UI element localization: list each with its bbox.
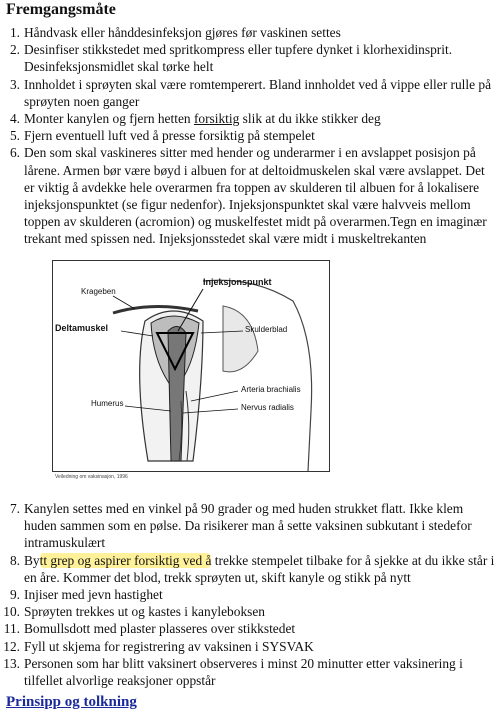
item-text: Fjern eventuell luft ved å presse forsiktig på stempelet — [24, 128, 315, 144]
item-number: 2. — [9, 42, 20, 58]
item-text: Innholdet i sprøyten skal være romtemperert. Bland innholdet ved å vippe eller rulle på sprøyten noen ganger — [24, 76, 492, 109]
item-text: Desinfiser stikkstedet med spritkompress eller tupfere dynket i klorhexidinsprit. Desinfeksjonsmidlet skal tørke helt — [24, 42, 453, 75]
item-number: 4. — [9, 111, 20, 127]
list-item — [0, 552, 497, 586]
highlighted-text: tt grep og aspirer forsiktig ved å — [39, 552, 212, 568]
list-item — [0, 41, 497, 75]
list-item — [0, 586, 497, 603]
item-text-post: trekke stempelet tilbake for å sjekke at du ikke står i en åre. Kommer det blod, trekk sprøyten ut, skift kanyle og stikk på nytt — [24, 552, 495, 585]
label-skulderblad: Skulderblad — [245, 325, 288, 334]
label-deltamuskel: Deltamuskel — [55, 323, 109, 333]
steps-list-bottom — [0, 500, 497, 689]
label-humerus: Humerus — [91, 399, 124, 408]
list-item — [0, 620, 497, 637]
label-nervus-radialis: Nervus radialis — [241, 403, 294, 412]
item-text-pre: By — [24, 552, 40, 568]
list-item — [0, 110, 497, 127]
item-number: 11. — [3, 621, 20, 637]
prinsipp-link[interactable]: Prinsipp og tolkning — [6, 694, 137, 710]
label-krageben: Krageben — [81, 287, 116, 296]
item-number: 13. — [3, 655, 20, 671]
item-number: 6. — [9, 145, 20, 161]
list-item — [0, 603, 497, 620]
figure-caption: Veiledning om vaksinasjon, 1996 — [55, 474, 128, 480]
item-number: 3. — [9, 76, 20, 92]
item-number: 1. — [9, 25, 20, 40]
list-item — [0, 76, 497, 110]
item-number: 12. — [3, 638, 20, 654]
list-item — [0, 144, 497, 247]
list-item — [0, 638, 497, 655]
item-text-pre: Monter kanylen og fjern hetten — [24, 111, 194, 127]
item-text: Den som skal vaskineres sitter med hender og underarmer i en avslappet posisjon på lårene. Armen bør være bøyd i albuen for at deltoidmuskelen skal være avslappet. Det er viktig å avdekke hele overarmen fra toppen av skulderen til albuen for å lokalisere injeksjonspunktet (se figur nedenfor). Injeksjonspunktet skal være halvveis mellom toppen av skulderen (acromion) og muskelfestet midt på overarmen.Tegn en imaginær trekant med spissen ned. Injeksjonsstedet skal være midt i muskeltrekanten — [24, 145, 487, 247]
label-injeksjonspunkt: Injeksjonspunkt — [203, 277, 272, 287]
section-title: Fremgangsmåte — [6, 1, 116, 18]
label-arteria-brachialis: Arteria brachialis — [241, 385, 301, 394]
list-item — [0, 655, 497, 689]
item-number: 7. — [9, 501, 20, 516]
item-text-underlined: forsiktig — [193, 111, 240, 127]
item-number: 8. — [9, 552, 20, 568]
item-text: Personen som har blitt vaksinert observeres i minst 20 minutter etter vaksinering i tilfellet alvorlige reaksjoner oppstår — [24, 655, 463, 689]
item-text: Kanylen settes med en vinkel på 90 grader og med huden strukket flatt. Ikke klem huden sammen som en pølse. Da risikerer man å sette vaksinen subkutant i stedefor intramuskulært — [24, 501, 472, 551]
item-text: Håndvask eller hånddesinfeksjon gjøres før vaskinen settes — [24, 25, 341, 40]
item-text: Fyll ut skjema for registrering av vaksinen i SYSVAK — [24, 638, 314, 654]
item-text: Injiser med jevn hastighet — [24, 587, 163, 603]
item-number: 9. — [9, 587, 20, 603]
list-item — [0, 24, 497, 41]
steps-list-top — [0, 24, 497, 248]
list-item — [0, 127, 497, 144]
anatomy-figure — [52, 260, 330, 472]
item-number: 5. — [9, 128, 20, 144]
list-item — [0, 500, 497, 552]
item-number: 10. — [3, 604, 20, 620]
item-text: Sprøyten trekkes ut og kastes i kanyleboksen — [24, 604, 265, 620]
item-text: Bomullsdott med plaster plasseres over stikkstedet — [24, 621, 296, 637]
item-text-post: slik at du ikke stikker deg — [239, 111, 381, 127]
